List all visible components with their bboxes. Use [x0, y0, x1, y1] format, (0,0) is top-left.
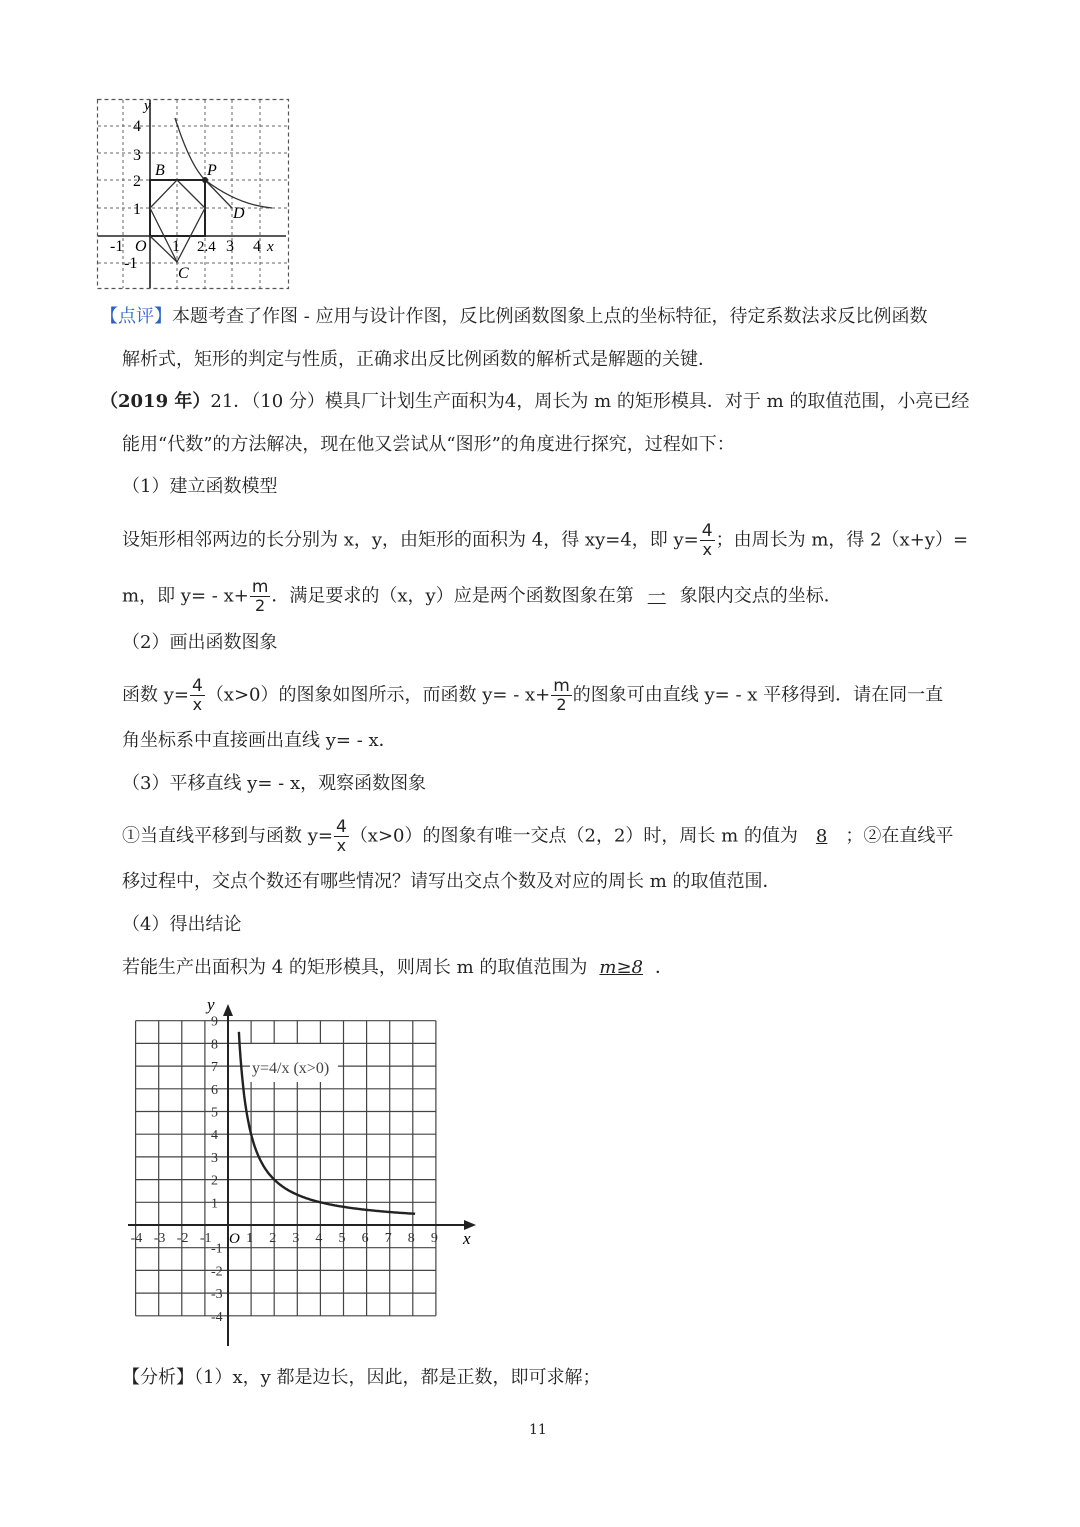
f2-tick-y: -1 [211, 1241, 223, 1257]
step1-answer: 一 [647, 585, 666, 607]
review-text-1: 本题考查了作图 - 应用与设计作图，反比例函数图象上点的坐标特征，待定系数法求反比例函数 [172, 306, 928, 327]
fraction-num: m [251, 577, 269, 597]
f1-label-O: O [135, 238, 147, 255]
f1-tick-y4: 4 [133, 118, 141, 135]
f2-tick-y: -2 [211, 1264, 223, 1280]
f1-label-x: x [267, 239, 274, 255]
f2-tick-x: 7 [384, 1231, 392, 1246]
f1-label-B: B [155, 162, 165, 179]
step3-answer: 8 [815, 825, 828, 847]
fraction-m-over-2 [551, 677, 572, 714]
step3-line-b: 移过程中，交点个数还有哪些情况？请写出交点个数及对应的周长 m 的取值范围． [122, 871, 781, 892]
f1-tick-y3: 3 [133, 147, 141, 164]
step3-text-a: ①当直线平移到与函数 y= [122, 825, 333, 847]
f2-tick-y: 5 [211, 1105, 218, 1121]
step1-line-a [122, 522, 968, 559]
f2-tick-x: -2 [176, 1231, 189, 1246]
f2-tick-x: 4 [315, 1231, 323, 1246]
fraction-den: 2 [255, 596, 266, 615]
f2-tick-y: 9 [211, 1014, 218, 1030]
f1-tick-x1: 1 [172, 238, 180, 255]
f1-label-P: P [207, 162, 217, 179]
f2-tick-y: 3 [211, 1150, 218, 1166]
fraction-den: x [336, 836, 347, 855]
f1-tick-x24: 2.4 [197, 239, 216, 255]
problem-header [100, 390, 969, 414]
f2-tick-y: 6 [211, 1082, 218, 1098]
step3-text-b: （x>0）的图象有唯一交点（2，2）时，周长 m 的值为 [349, 825, 798, 847]
f1-tick-x4: 4 [253, 238, 261, 255]
f2-tick-x: -3 [153, 1231, 166, 1246]
step1-line-b [122, 578, 842, 615]
analysis-line [122, 1366, 601, 1390]
step4-text-a: 若能生产出面积为 4 的矩形模具，则周长 m 的取值范围为 [122, 957, 588, 978]
step1-text-d: ．满足要求的（x，y）应是两个函数图象在第 [271, 585, 634, 607]
f1-tick-y2: 2 [133, 173, 141, 190]
f2-tick-y: -3 [211, 1287, 223, 1303]
analysis-tag: 【分析】 [122, 1367, 194, 1388]
fraction-den: 2 [556, 695, 567, 714]
f2-tick-x: 1 [246, 1231, 254, 1246]
step1-text-e: 象限内交点的坐标． [679, 585, 842, 607]
step1-text-b: ；由周长为 m，得 2（x+y）= [715, 529, 969, 551]
f2-axis-y: y [207, 995, 215, 1014]
step1-text-a: 设矩形相邻两边的长分别为 x，y，由矩形的面积为 4，得 xy=4，即 y= [122, 529, 699, 551]
figure-rectangle-graph [96, 98, 290, 290]
f1-label-C: C [178, 265, 189, 282]
step3-text-c: ；②在直线平 [845, 825, 954, 847]
f2-tick-y: 1 [211, 1196, 218, 1212]
f2-tick-x: 3 [292, 1231, 300, 1246]
step4-answer: m≥8 [599, 957, 644, 978]
review-line-2: 解析式，矩形的判定与性质，正确求出反比例函数的解析式是解题的关键． [122, 349, 716, 370]
fraction-den: x [702, 540, 712, 559]
fraction-4-over-x [334, 818, 349, 855]
f2-curve-label: y=4/x (x>0) [252, 1060, 330, 1077]
f2-tick-x: 6 [361, 1231, 369, 1246]
f2-tick-y: 7 [211, 1060, 218, 1076]
f1-label-D: D [233, 205, 245, 222]
step4-line-a [122, 956, 673, 980]
fraction-m-over-2 [250, 578, 271, 615]
f1-tick-y1: 1 [133, 201, 141, 218]
review-tag: 【点评】 [100, 306, 172, 327]
f2-tick-x: 2 [269, 1231, 277, 1246]
fraction-num: 4 [191, 676, 203, 696]
f2-axis-x: x [463, 1229, 471, 1248]
step4-text-b: ． [655, 957, 674, 978]
problem-header-text: 21．（10 分）模具厂计划生产面积为4，周长为 m 的矩形模具．对于 m 的取值范围，小亮已经 [210, 391, 970, 412]
f2-tick-y: 8 [211, 1037, 218, 1053]
f1-label-y: y [144, 98, 151, 114]
f2-tick-y: -4 [211, 1309, 223, 1325]
f2-tick-x: 8 [407, 1231, 415, 1246]
step1-title: （1）建立函数模型 [122, 476, 278, 497]
step1-text-c: m，即 y= - x+ [122, 585, 249, 607]
page-number: 11 [529, 1422, 547, 1438]
fraction-den: x [192, 695, 203, 714]
f2-tick-y: 4 [211, 1128, 218, 1144]
f2-tick-x: -1 [199, 1231, 212, 1246]
step2-line-b: 角坐标系中直接画出直线 y= - x． [122, 730, 397, 751]
step2-text-b: （x>0）的图象如图所示，而函数 y= - x+ [205, 684, 551, 706]
f1-tick-ym1: -1 [124, 255, 138, 272]
step2-text-a: 函数 y= [122, 684, 189, 706]
step2-line-a [122, 677, 943, 714]
fraction-num: m [553, 676, 570, 696]
step3-title: （3）平移直线 y= - x，观察函数图象 [122, 773, 427, 794]
f2-tick-x: 9 [430, 1231, 438, 1246]
f2-tick-x: -4 [130, 1231, 143, 1246]
step2-text-c: 的图象可由直线 y= - x 平移得到．请在同一直 [572, 684, 944, 706]
figure-inverse-function-graph [120, 990, 490, 1352]
step3-line-a [122, 818, 953, 855]
fraction-4-over-x [700, 522, 715, 559]
f2-tick-x: 5 [338, 1231, 346, 1246]
fraction-num: 4 [335, 817, 347, 837]
step4-title: （4）得出结论 [122, 914, 242, 935]
step2-title: （2）画出函数图象 [122, 632, 278, 653]
fraction-num: 4 [701, 521, 713, 541]
fraction-4-over-x [190, 677, 205, 714]
analysis-text: （1）x，y 都是边长，因此，都是正数，即可求解； [194, 1367, 601, 1388]
review-line-1 [100, 305, 928, 329]
f1-tick-x3: 3 [226, 238, 234, 255]
f2-origin: O [229, 1231, 240, 1247]
f1-tick-xm1: -1 [110, 238, 124, 255]
problem-year: （2019 年） [100, 391, 211, 412]
f2-tick-y: 2 [211, 1173, 218, 1189]
problem-intro-2: 能用“代数”的方法解决，现在他又尝试从“图形”的角度进行探究，过程如下： [122, 434, 735, 455]
